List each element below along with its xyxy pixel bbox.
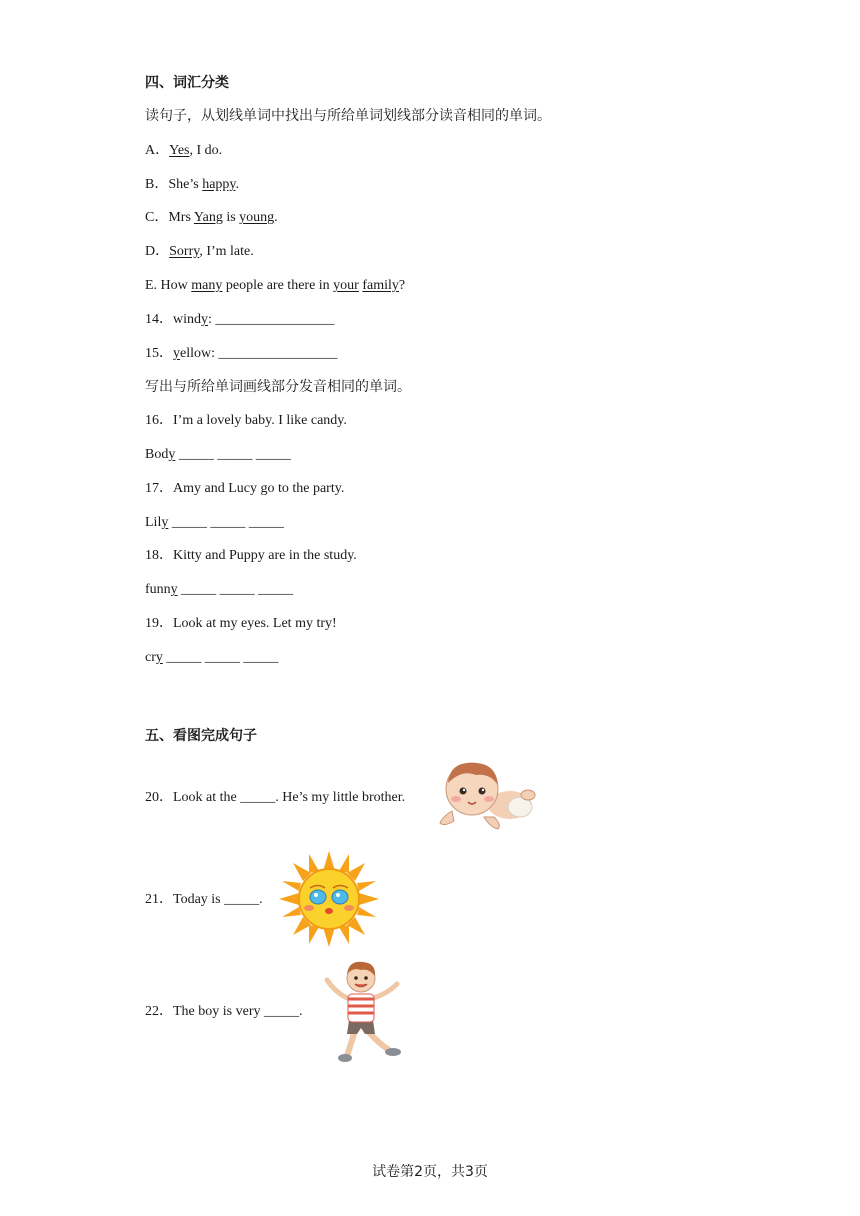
answer-line-17: Lily _____ _____ _____ <box>145 515 284 530</box>
underlined-word: happy <box>202 177 236 192</box>
question-19: 19．Look at my eyes. Let my try! <box>145 616 337 631</box>
option-c: C．Mrs Yang is young. <box>145 210 278 225</box>
section-4-instruction: 读句子，从划线单词中找出与所给单词划线部分读音相同的单词。 <box>145 108 551 124</box>
section-4-title: 四、词汇分类 <box>145 75 229 91</box>
sun-image <box>279 851 379 947</box>
option-d: D．Sorry, I’m late. <box>145 244 254 259</box>
underlined-word: Sorry <box>169 244 200 259</box>
underlined-word: Yes <box>169 143 190 158</box>
option-e: E. How many people are there in your family? <box>145 278 406 293</box>
question-15: 15．yellow: _________________ <box>145 346 338 361</box>
underlined-word: Yang <box>193 210 223 225</box>
option-a: A．Yes, I do. <box>145 143 223 158</box>
answer-line-18: funny _____ _____ _____ <box>145 582 294 597</box>
section-4-instruction-2: 写出与所给单词画线部分发音相同的单词。 <box>145 379 411 395</box>
section-5-title: 五、看图完成句子 <box>145 728 257 744</box>
baby-image <box>432 755 538 837</box>
happy-boy-image <box>321 958 407 1064</box>
answer-line-19: cry _____ _____ _____ <box>145 650 279 665</box>
question-20: 20．Look at the _____. He’s my little brother. <box>145 790 406 805</box>
page-footer: 试卷第2页，共3页 <box>372 1164 488 1180</box>
question-22: 22．The boy is very _____. <box>145 1004 303 1019</box>
underlined-word: family <box>362 278 399 293</box>
underlined-word: young <box>239 210 275 225</box>
question-18: 18．Kitty and Puppy are in the study. <box>145 548 357 563</box>
underlined-word: your <box>333 278 359 293</box>
underlined-word: many <box>191 278 223 293</box>
question-21: 21．Today is _____. <box>145 892 263 907</box>
question-14: 14．windy: _________________ <box>145 312 335 327</box>
answer-line-16: Body _____ _____ _____ <box>145 447 291 462</box>
question-16: 16．I’m a lovely baby. I like candy. <box>145 413 347 428</box>
option-b: B．She’s happy. <box>145 177 239 192</box>
question-17: 17．Amy and Lucy go to the party. <box>145 481 345 496</box>
